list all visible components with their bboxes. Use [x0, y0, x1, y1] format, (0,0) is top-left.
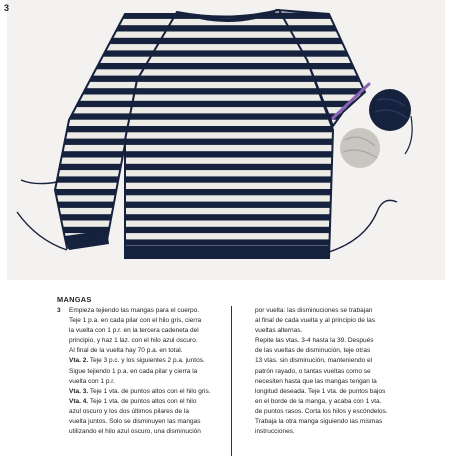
instruction-line: Sigue tejiendo 1 p.a. en cada pilar y cierra la [69, 367, 198, 375]
instruction-line: principio, y haz 1 laz. con el hilo azul oscuro. [69, 337, 198, 345]
instructions-right-column [255, 306, 388, 437]
instruction-line: 13 vtas. sin disminución, manteniendo el [255, 357, 373, 365]
instruction-line: por vuelta: las disminuciones se trabajan [255, 307, 373, 314]
instruction-line: al final de cada vuelta y al principio de las [255, 317, 375, 325]
instruction-line: la vuelta con 1 p.r. en la tercera cadeneta del [69, 327, 199, 335]
grey-yarn-ball [340, 128, 380, 168]
instruction-line: patrón rayado, o tantas vueltas como se [255, 367, 371, 375]
page-number: 3 [4, 3, 10, 13]
instruction-line: instrucciones. [255, 428, 295, 436]
step-number: 3 [57, 307, 61, 314]
instruction-line: Al final de la vuelta hay 70 p.a. en total. [69, 347, 183, 355]
instruction-line: Trabaja la otra manga siguiendo las mismas [255, 418, 383, 426]
instruction-line: Vta. 3. Teje 1 vta. de puntos altos con el hilo gris. [69, 387, 211, 395]
instruction-line: Empieza tejiendo las mangas para el cuerpo. [69, 307, 200, 314]
sweater-photo [7, 0, 445, 280]
sweater-hem [125, 246, 329, 258]
section-heading: MANGAS [57, 295, 92, 304]
instruction-line: Vta. 2. Teje 3 p.c. y los siguientes 2 p.a. juntos. [69, 357, 205, 365]
column-divider [231, 306, 232, 456]
instruction-line: Repite las vtas. 3-4 hasta la 39. Después [255, 337, 374, 345]
instruction-line: de puntos rasos. Corta los hilos y escóndelos. [255, 407, 388, 415]
instruction-line: Vta. 4. Teje 1 vta. de puntos altos con el hilo [69, 397, 197, 405]
instruction-line: necesiten hasta que las mangas tengan la [255, 377, 377, 385]
instruction-line: en el borde de la manga, y acaba con 1 vta. [255, 397, 382, 405]
instruction-line: utilizando el hilo azul oscuro, una disminución [69, 428, 201, 436]
instruction-line: vuelta juntos. Solo se disminuyen las mangas [69, 418, 201, 426]
instruction-line: Teje 1 p.a. en cada pilar con el hilo gris, cierra [69, 317, 202, 325]
instruction-line: vueltas alternas. [255, 327, 303, 335]
instruction-line: azul oscuro y los dos últimos pilares de la [69, 407, 189, 415]
instruction-line: de las vueltas de disminución, teje otras [255, 347, 371, 355]
instructions-left-column [57, 306, 211, 437]
instruction-line: longitud deseada. Teje 1 vta. de puntos bajos [255, 387, 386, 395]
instruction-line: vuelta con 1 p.r. [69, 377, 115, 385]
